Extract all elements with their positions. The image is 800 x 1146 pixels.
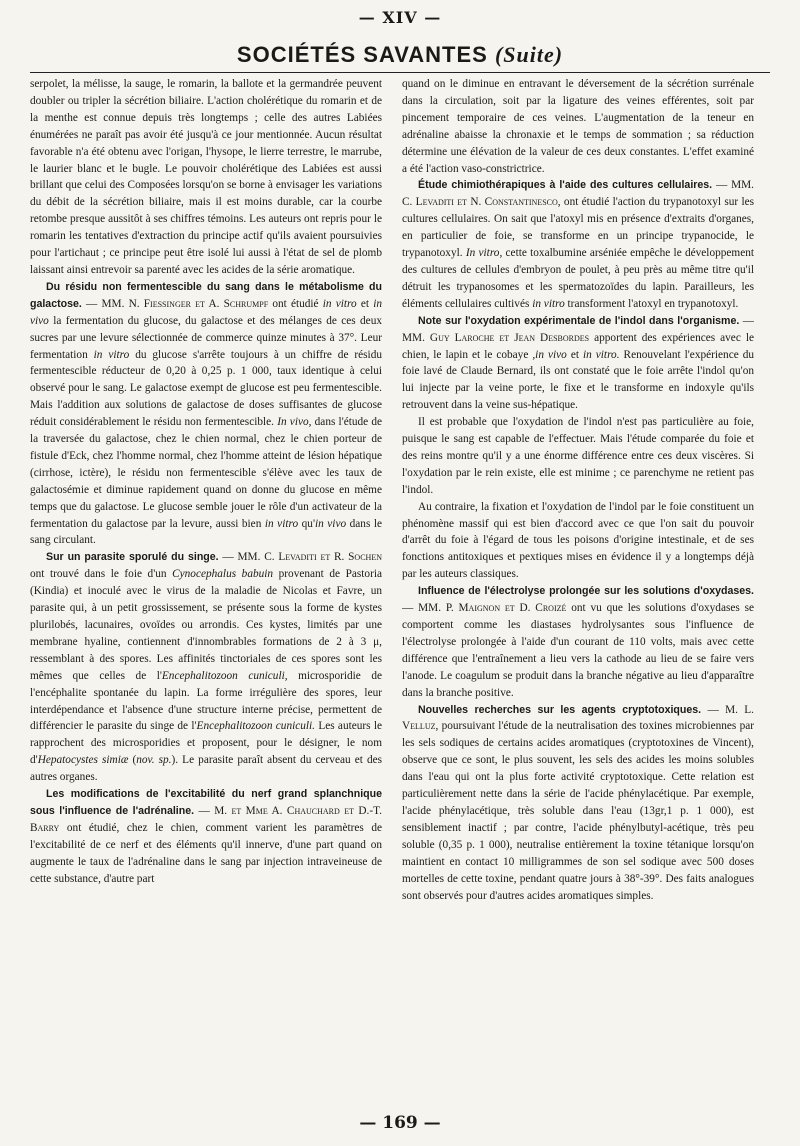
text-run: microsporidie de l'encéphalite spontanée du lapin. La forme irrégulière des spores, leur interdépendance et l'absence d'une structure interne précise, permettent de différencier le parasite du singe de l' [30, 669, 382, 733]
italic-run: In vivo, [277, 416, 312, 429]
article-electrolyse-oxydases [402, 583, 754, 701]
article-chimiotherapie [402, 177, 754, 312]
article-title: Note sur l'oxydation expérimentale de l'indol dans l'organisme. [418, 314, 740, 327]
text-run: ont trouvé dans le foie d'un [30, 568, 167, 581]
article-title: Nouvelles recherches sur les agents cryptotoxiques. [418, 703, 702, 716]
article-title: Du résidu non fermentescible du sang dans le métabolisme du galactose. [30, 280, 382, 310]
text-run: apportent des expériences avec le chien, le lapin et le cobaye [402, 331, 754, 361]
article-title: Sur un parasite sporulé du singe. [46, 551, 219, 564]
section-title-suffix: (Suite) [494, 42, 564, 67]
italic-run: in vitro [93, 348, 130, 361]
article-authors: — MM. P. Maignon et D. Croizé [402, 602, 567, 615]
article-parasite-singe [30, 549, 382, 786]
text-run: ( [132, 754, 137, 767]
text-run: qu' [301, 517, 315, 530]
heading-rule [30, 72, 770, 73]
text-run: cette toxalbumine arséniée empêche le développement des cultures de cellules d'embryon de poulet, à peu près au même titre qu'il détruit les trypanosomes et les spermatozoïdes du lapin. Parailleurs, les éléments cellulaires cultivés [402, 247, 754, 310]
italic-run: in vivo [30, 297, 382, 327]
article-authors: — M. L. Velluz, [402, 703, 754, 733]
text-run: du glucose s'arrête toujours à un chiffre de résidu fermentescible réducteur de 0,20 à 0,25 p. 1 000, taux identique à celui observé pour le sang. Le galactose exempt de glucose est peu fermentescible. Mais l'addition aux solutions de galactose de doses suffisantes de glucose réduit considérablement le résidu non fermentescible. [30, 348, 382, 429]
article-title: Les modifications de l'excitabilité du nerf grand splanchnique sous l'influence de l'adrénaline. [30, 788, 382, 817]
section-title: SOCIÉTÉS SAVANTES [236, 42, 488, 67]
text-run: la fermentation du glucose, du galactose et des mélanges de ces deux sucres par une levure sélectionnée de commerce quinze minutes à 37°. Leur fermentation [30, 314, 382, 361]
italic-run: in vitro [264, 517, 299, 530]
article-oxydation-indol [402, 313, 754, 414]
italic-run: in vitro [322, 297, 357, 310]
italic-run: Encephalitozoon cuniculi. [196, 720, 315, 733]
text-run: dans le sang circulant. [30, 517, 382, 547]
paragraph-indol-foie: Au contraire, la fixation et l'oxydation de l'indol par le foie constituent un phénomène massif qui est bien d'accord avec ce que l'on sait du pouvoir d'arrêt du foie à l'égard de tous les poisons d'origine intestinale, et de ses fonctions antitoxiques et pextiques mises en évidence il y a longtemps déjà par les auteurs classiques. [402, 500, 754, 581]
text-run: Les auteurs le rapprochent des microsporidies et proposent, pour le désigner, le nom d' [30, 720, 382, 767]
text-run: ont étudié [272, 297, 319, 310]
italic-run: in vitro. [582, 348, 620, 361]
text-run: transforment l'atoxyl en trypanotoxyl. [567, 297, 739, 310]
italic-run: In vitro, [465, 247, 503, 260]
article-cryptotoxiques [402, 702, 754, 905]
text-run: Renouvelant l'expérience du foie lavé de Claude Bernard, ils ont constaté que le foie arrête l'indol qu'on lui injecte par la veine porte, le fixe et le transforme en indoxyle qu'ils retrouvent dans la veine sus-hépatique. [402, 348, 754, 412]
italic-run: Encephalitozoon cuniculi, [161, 669, 288, 682]
text-run: poursuivant l'étude de la neutralisation des toxines microbiennes par les sels sodiques de certains acides aromatiques (cryptotoxines de Vincent), observe que ce sont, le plus souvent, les sels des acides les moins solubles dans l'eau qui ont la plus forte activité cryptotoxique. Cette relation est particulièrement nette dans la série de l'acide phénylacétique. Par exemple, l'acide phénylacétique, très soluble dans l'eau (13gr,1 p. 1 000), est sensiblement inactif ; par contre, l'acide phénylbutyl-acétique, très peu soluble (0,35 p. 1 000), neutralise entièrement la toxine tétanique lorsqu'on maintient en contact 10 milligrammes de son sel sodique avec 500 doses mortelles de cette toxine, pendant quatre jours à 38°-39°. Des faits analogues sont observés pour d'autres acides aromatiques simples. [402, 720, 754, 902]
article-authors: — MM. N. Fiessinger et A. Schrumpf [86, 297, 269, 310]
text-run: provenant de Pastoria (Kindia) et inoculé avec le virus de la maladie de Nicolas et Favre, un parasite qui, à un petit grossissement, se présente sous la forme de kystes plurilobés, lacunaires, ovoïdes ou arrondis. Ces kystes, limités par une membrane hyaline, contiennent d'innombrables formations de 2 à 3 μ, ressemblant à des spores. Les affinités tinctoriales de ces spores sont les mêmes que celles de l' [30, 568, 382, 682]
article-authors: — M. et Mme A. Chauchard et D.-T. Barry [30, 804, 382, 834]
italic-run: Hepatocystes simiæ [37, 754, 129, 767]
article-authors: — MM. C. Levaditi et N. Constantinesco, [402, 179, 754, 209]
page-number: — 169 — [359, 1113, 441, 1133]
article-grand-splanchnique [30, 786, 382, 887]
page-roman-numeral: — XIV — [358, 8, 442, 27]
paragraph-adrenaline-cont: quand on le diminue en entravant le déversement de la sécrétion surrénale dans la circulation, soit par la ligature des veines efférentes, soit par pincement temporaire de ces veines. L'augmentation de la teneur en adrénaline abaisse la chronaxie et le temps de sommation ; sa réduction détermine une élévation de la valeur de ces deux constantes. L'effet examiné a été l'action vaso-constrictrice. [402, 78, 754, 175]
text-run: et [570, 348, 579, 361]
text-run: et [360, 297, 369, 310]
paragraph-labiees: serpolet, la mélisse, la sauge, le romarin, la ballote et la germandrée peuvent doubler ou tripler la sécrétion biliaire. L'action cholérétique du romarin et de la menthe est connue depuis très longtemps ; celle des autres Labiées énumérées ne paraît pas avoir été jusqu'à ce jour mentionnée. Aucun résultat favorable n'a été obtenu avec l'origan, l'hysope, le lierre terrestre, le marrube, le laurier blanc et le bugle. Le pouvoir cholérétique des Labiées est aussi brillant que celui des Composées lorsqu'on se borne à envisager les variations du débit de la sécrétion biliaire, mais il est moins durable, car la courbe retombe presque aussitôt à ses chiffres témoins. Les auteurs ont repris pour le romarin les tentatives d'extraction du principe actif qu'ils avaient poursuivies pour l'artichaut ; ce principe peut être isolé lui aussi à l'état de sel de plomb laissant ainsi entrevoir sa parenté avec les acides de la série aromatique. [30, 78, 382, 276]
article-residu-galactose [30, 279, 382, 550]
section-heading [0, 44, 800, 66]
right-column [402, 76, 754, 1111]
article-title: Étude chimiothérapiques à l'aide des cultures cellulaires. [418, 179, 713, 192]
article-authors: — MM. Guy Laroche et Jean Desbordes [402, 314, 754, 344]
text-run: ). Le parasite paraît absent du cerveau et des autres organes. [30, 754, 382, 784]
italic-run: in vitro [532, 297, 565, 310]
text-run: ont étudié l'action du trypanotoxyl sur les cultures cellulaires. On sait que l'atoxyl mis en présence d'extraits d'organes, en particulier de foie, se transforme en un principe trypanocide, le trypanotoxyl. [402, 196, 754, 260]
italic-run: Cynocephalus babuin [172, 568, 274, 581]
paragraph-indol-rein: Il est probable que l'oxydation de l'indol n'est pas particulière au foie, puisque le sang est capable de l'effectuer. Mais l'étude comparée du foie et des reins montre qu'il y a une énorme différence entre ces deux viscères. Si l'oxydation par le rein existe, elle est minime ; ce parenchyme ne retient pas l'indol. [402, 416, 754, 496]
italic-run: nov. sp. [136, 754, 172, 767]
italic-run: in vivo [314, 517, 347, 530]
text-run: dans l'étude de la traversée du galactose, chez le chien normal, chez le chien porteur de fistule d'Eck, chez l'homme normal, chez l'homme atteint de lésion hépatique (cirrhose, ictère), le résidu non fermentescible s'élève avec les taux de galactosémie et diminue rapidement quand on donne du glucose en même temps que du galactose. Le glucose semble jouer le rôle d'un activateur de la fermentation du galactose par la levure, aussi bien [30, 416, 382, 530]
text-run: ont étudié, chez le chien, comment varient les paramètres de l'excitabilité de ce nerf et des éléments qu'il innerve, d'une part quand on augmente le taux de l'adrénaline dans le sang par injection intraveineuse de cette substance, d'autre part [30, 821, 382, 885]
italic-run: ,in vivo [532, 348, 567, 361]
text-run: ont vu que les solutions d'oxydases se comportent comme les diastases hydrolysantes sous l'influence de l'électrolyse prolongée à l'aide d'un courant de 110 volts, mais avec cette différence que l'entraînement a lieu vers la cathode au lieu de se faire vers l'anode. Le coagulum se produit dans la branche négative au lieu d'apparaître dans la branche positive. [402, 602, 754, 699]
article-authors: — MM. C. Levaditi et R. Sochen [222, 551, 382, 564]
left-column [30, 76, 382, 1111]
article-title: Influence de l'électrolyse prolongée sur les solutions d'oxydases. [418, 585, 754, 598]
